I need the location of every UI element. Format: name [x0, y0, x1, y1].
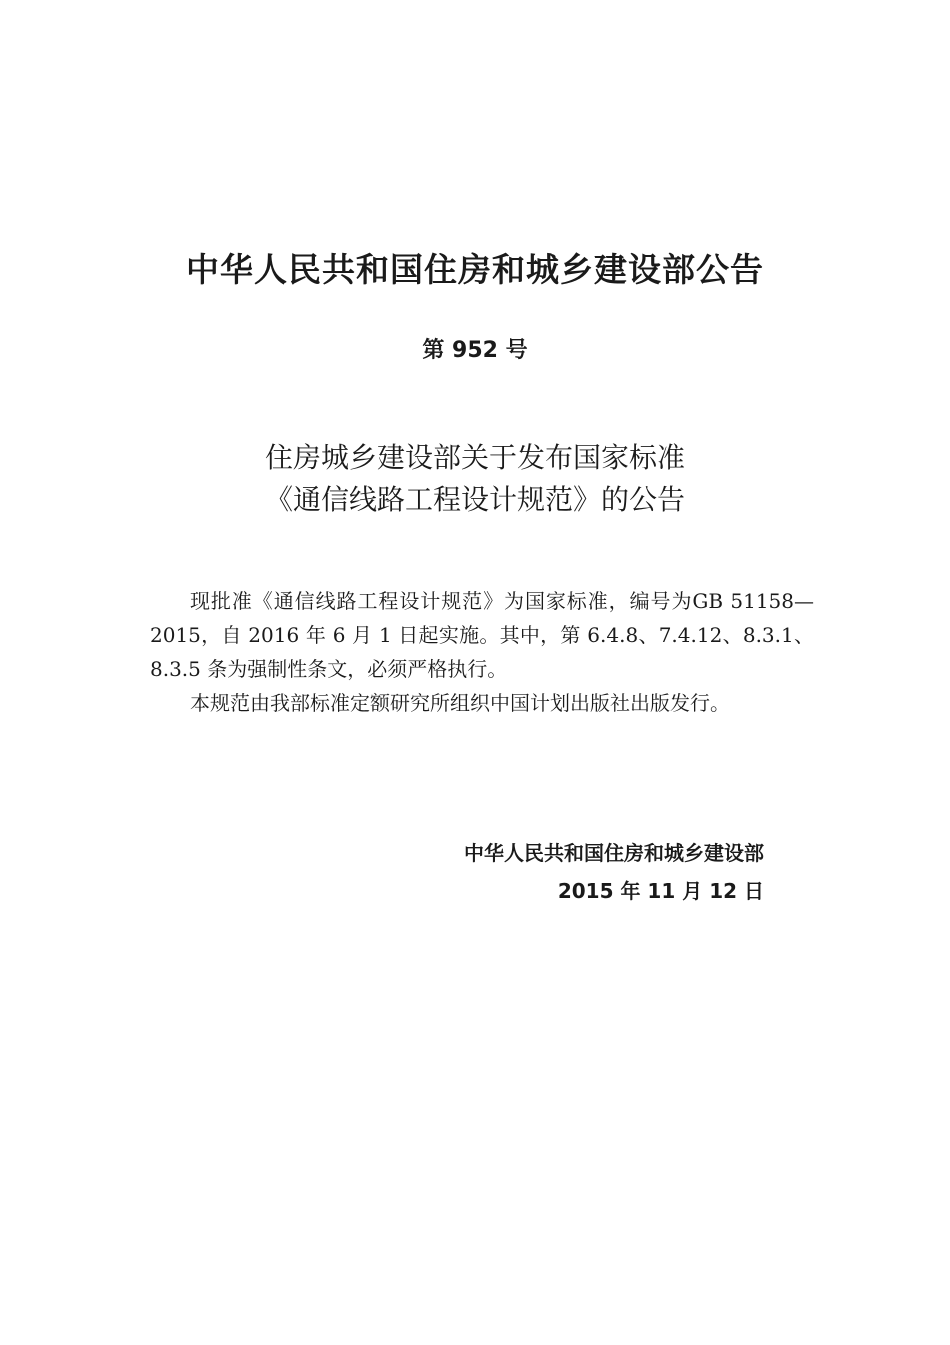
subtitle-line: 《通信线路工程设计规范》的公告: [264, 483, 685, 516]
issuer-name: 中华人民共和国住房和城乡建设部: [464, 841, 764, 865]
announcement-number: 第 952 号: [422, 338, 528, 363]
signature-block: [464, 834, 764, 910]
body-paragraph: 本规范由我部标准定额研究所组织中国计划出版社出版发行。: [190, 691, 730, 715]
announcement-subtitle: [0, 437, 950, 521]
issue-date: 2015 年 11 月 12 日: [557, 879, 764, 903]
body-paragraph: 现批准《通信线路工程设计规范》为国家标准，编号为GB 51158—2015，自 2016 年 6 月 1 日起实施。其中，第 6.4.8、7.4.12、8.3.1、8.3.5 条为强制性条文，必须严格执行。: [150, 589, 814, 681]
subtitle-line: 住房城乡建设部关于发布国家标准: [264, 441, 685, 474]
document-heading: 中华人民共和国住房和城乡建设部公告: [186, 250, 764, 289]
announcement-body: [150, 584, 814, 720]
